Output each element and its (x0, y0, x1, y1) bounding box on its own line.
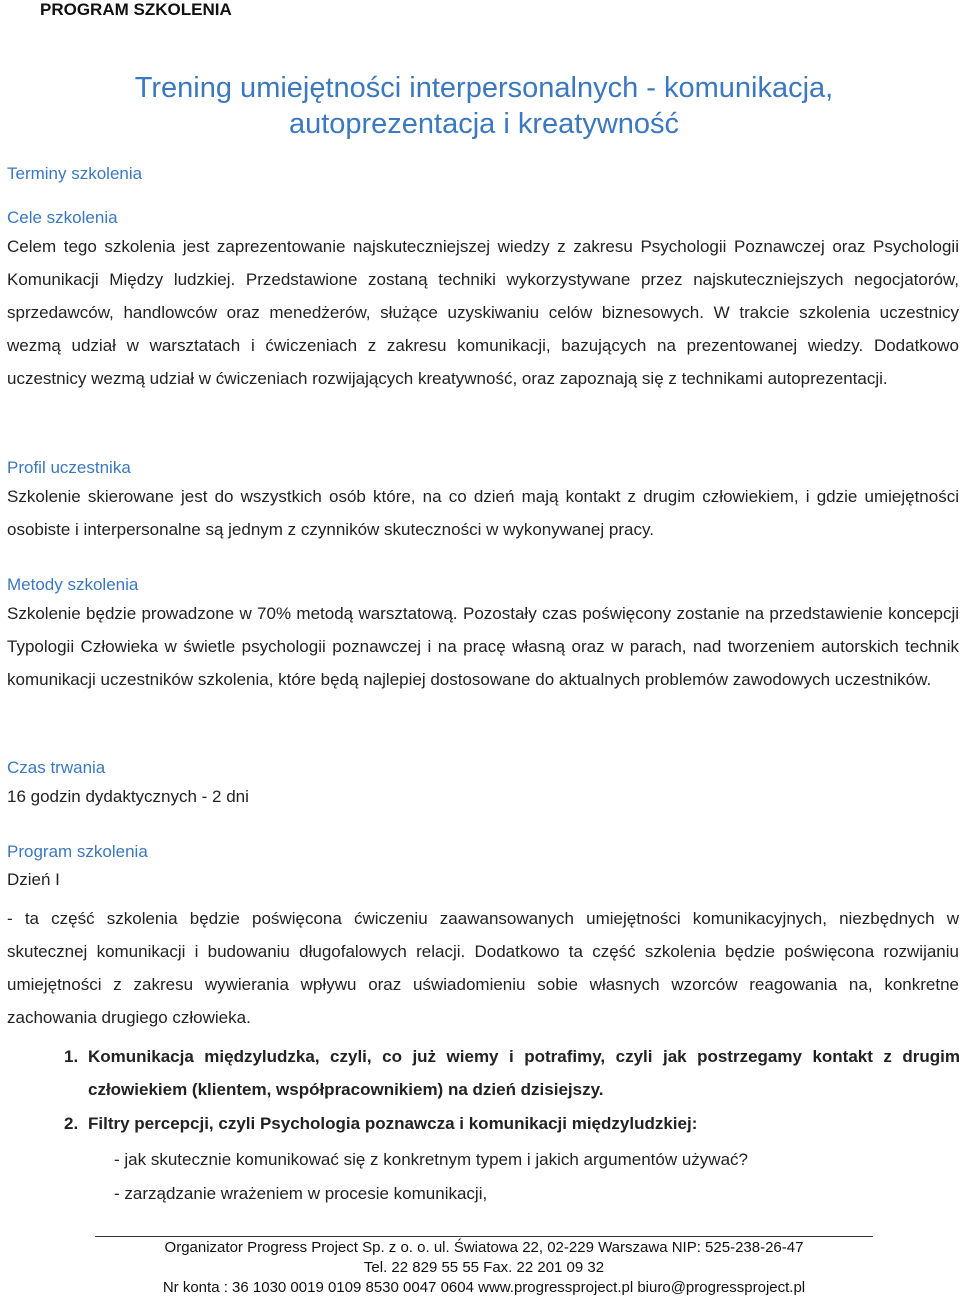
program-item-2 (64, 1107, 960, 1140)
page-title (40, 70, 928, 142)
czas-heading: Czas trwania (7, 758, 106, 777)
title-line-1: Trening umiejętności interpersonalnych - komunikacja, (134, 72, 834, 104)
metody-text: Szkolenie będzie prowadzone w 70% metodą warsztatową. Pozostały czas poświęcony zostanie na przedstawienie koncepcji Typologii Człowieka w świetle psychologii poznawczej i na pracę własną oraz w parach, nad tworzeniem autorskich technik komunikacji uczestników szkolenia, które będą najlepiej dostosowane do aktualnych problemów zawodowych uczestników. (7, 604, 959, 689)
program-item-1-text: Komunikacja międzyludzka, czyli, co już wiemy i potrafimy, czyli jak postrzegamy kontakt z drugim człowiekiem (klientem, współpracownikiem) na dzień dzisiejszy. (88, 1047, 960, 1099)
profil-text: Szkolenie skierowane jest do wszystkich osób które, na co dzień mają kontakt z drugim człowiekiem, i gdzie umiejętności osobiste i interpersonalne są jednym z czynników skuteczności w wykonywanej pracy. (7, 487, 959, 539)
terminy-heading: Terminy szkolenia (7, 164, 143, 183)
program-item-2-number: 2. (64, 1114, 79, 1133)
cele-text: Celem tego szkolenia jest zaprezentowanie najskuteczniejszej wiedzy z zakresu Psychologii Poznawczej oraz Psychologii Komunikacji Między ludzkiej. Przedstawione zostaną techniki wykorzystywane przez najskuteczniejszych negocjatorów, sprzedawców, handlowców oraz menedżerów, służące uzyskiwaniu celów biznesowych. W trakcie szkolenia uczestnicy wezmą udział w warsztatach i ćwiczeniach z zakresu komunikacji, bazujących na prezentowanej wiedzy. Dodatkowo uczestnicy wezmą udział w ćwiczeniach rozwijających kreatywność, oraz zapoznają się z technikami autoprezentacji. (7, 237, 959, 388)
program-subitem-1: - jak skutecznie komunikować się z konkretnym typem i jakich argumentów używać? (114, 1150, 748, 1169)
cele-heading: Cele szkolenia (7, 208, 118, 227)
program-subitem-2: - zarządzanie wrażeniem w procesie komunikacji, (114, 1184, 488, 1203)
day-label: Dzień I (7, 870, 60, 889)
document-header: PROGRAM SZKOLENIA (40, 0, 232, 19)
footer-divider (95, 1236, 873, 1237)
program-intro: - ta część szkolenia będzie poświęcona ćwiczeniu zaawansowanych umiejętności komunikacyjnych, niezbędnych w skutecznej komunikacji i budowaniu długofalowych relacji. Dodatkowo ta część szkolenia będzie poświęcona rozwijaniu umiejętności z zakresu wywierania wpływu oraz uświadomieniu sobie własnych wzorców reagowania na, konkretne zachowania drugiego człowieka. (7, 909, 959, 1027)
czas-text: 16 godzin dydaktycznych - 2 dni (7, 787, 249, 806)
program-item-1-number: 1. (64, 1047, 79, 1066)
program-item-1 (64, 1040, 960, 1106)
metody-heading: Metody szkolenia (7, 575, 139, 594)
footer-phone: Tel. 22 829 55 55 Fax. 22 201 09 32 (363, 1259, 605, 1276)
footer-address: Organizator Progress Project Sp. z o. o. ul. Światowa 22, 02-229 Warszawa NIP: 525-238-26-47 (164, 1239, 804, 1256)
footer-account: Nr konta : 36 1030 0019 0109 8530 0047 0604 www.progressproject.pl biuro@progressproject.pl (162, 1279, 806, 1296)
program-item-2-text: Filtry percepcji, czyli Psychologia poznawcza i komunikacji międzyludzkiej: (88, 1114, 698, 1133)
title-line-2: autoprezentacja i kreatywność (288, 108, 680, 140)
program-heading: Program szkolenia (7, 842, 148, 861)
profil-heading: Profil uczestnika (7, 458, 131, 477)
